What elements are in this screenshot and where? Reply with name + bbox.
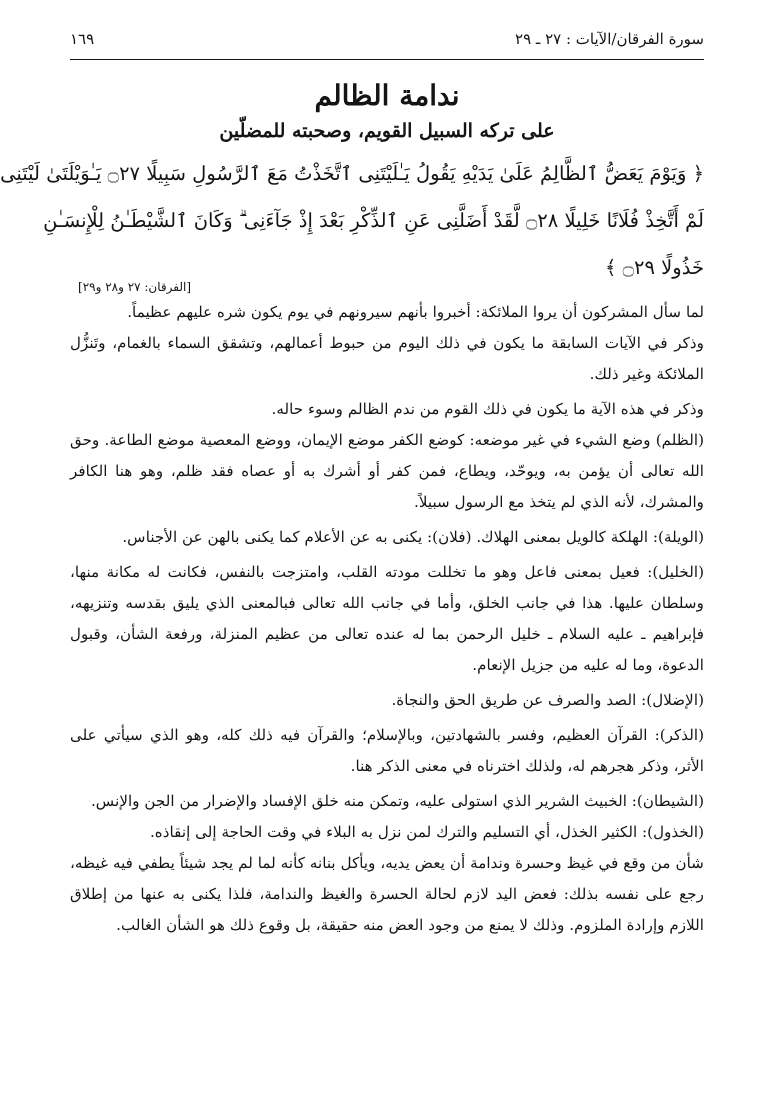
definition-paragraph: (الخليل): فعيل بمعنى فاعل وهو ما تخللت مودته القلب، وامتزجت بالنفس، فكانت له مكانة منها، وسلطان عليها. هذا في جانب الخلق، وأما في جانب الله تعالى فبالمعنى الذي يليق بقدسه وتنزيهه، فإبراهيم ـ عليه السلام ـ خليل الرحمن بما له عنده تعالى من عظيم المنزلة، ورفعة الشأن، وقبول الدعوة، وما له عليه من جزيل الإنعام.	[70, 563, 704, 675]
paragraph: وذكر في هذه الآية ما يكون في ذلك القوم من ندم الظالم وسوء حاله.	[271, 400, 704, 419]
commentary-body	[70, 297, 704, 941]
verse-line: ﴿ وَيَوْمَ يَعَضُّ ٱلظَّالِمُ عَلَىٰ يَدَيْهِ يَقُولُ يَـٰلَيْتَنِى ٱتَّخَذْتُ مَعَ ٱلرَّسُولِ سَبِيلًا ۝٢٧ يَـٰوَيْلَتَىٰ لَيْتَنِى	[0, 162, 704, 186]
verse-reference: [الفرقان: ٢٧ و٢٨ و٢٩]	[78, 280, 192, 295]
quran-verse-block	[0, 150, 704, 291]
verse-line: خَذُولًا ۝٢٩ ﴾	[604, 256, 704, 280]
section-title: ندامة الظالم	[314, 79, 460, 112]
paragraph: لما سأل المشركون أن يروا الملائكة: أخبروا بأنهم سيرونهم في يوم يكون شره عليهم عظيماً.	[127, 303, 704, 322]
definition-paragraph: (الظلم) وضع الشيء في غير موضعه: كوضع الكفر موضع الإيمان، ووضع المعصية موضع الطاعة. وحق الله تعالى أن يؤمن به، ويوحّد، ويطاع، فمن كفر أو أشرك به أو عصاه فقد ظلم، وهو هنا الكافر والمشرك، لأنه الذي لم يتخذ مع الرسول سبيلاً.	[70, 431, 704, 512]
page-number: ١٦٩	[70, 30, 95, 48]
section-subtitle: على تركه السبيل القويم، وصحبته للمضلّين	[219, 120, 555, 143]
definition-paragraph: (الذكر): القرآن العظيم، وفسر بالشهادتين، وبالإسلام؛ والقرآن فيه ذلك كله، وهو الذي سيأتي على الأثر، وذكر هجرهم له، ولذلك اخترناه في معنى الذكر هنا.	[70, 726, 704, 776]
verse-line: لَمْ أَتَّخِذْ فُلَانًا خَلِيلًا ۝٢٨ لَّقَدْ أَضَلَّنِى عَنِ ٱلذِّكْرِ بَعْدَ إِذْ جَآءَنِى ۗ وَكَانَ ٱلشَّيْطَـٰنُ لِلْإِنسَـٰنِ	[43, 209, 704, 233]
running-header-title: سورة الفرقان/الآيات : ٢٧ ـ ٢٩	[515, 30, 704, 48]
definition-paragraph: (الإضلال): الصد والصرف عن طريق الحق والنجاة.	[391, 691, 704, 710]
paragraph: شأن من وقع في غيظ وحسرة وندامة أن يعض يديه، ويأكل بنانه كأنه لما لم يجد شيئاً يطفي فيه غيظه، رجع على نفسه بذلك: فعض اليد لازم لحالة الحسرة والغيظ والندامة، فلذا يكنى به عنها من إطلاق اللازم وإرادة الملزوم. وذلك لا يمنع من وجود العض منه حقيقة، بل وقوع ذلك هو الشأن الغالب.	[70, 854, 704, 935]
definition-paragraph: (الخذول): الكثير الخذل، أي التسليم والترك لمن نزل به البلاء في وقت الحاجة إلى إنقاذه.	[149, 823, 704, 842]
running-header	[70, 30, 704, 56]
definition-paragraph: (الويلة): الهلكة كالويل بمعنى الهلاك. (فلان): يكنى به عن الأعلام كما يكنى بالهن عن الأجناس.	[122, 528, 704, 547]
paragraph: وذكر في الآيات السابقة ما يكون في ذلك اليوم من حبوط أعمالهم، وتشقق السماء بالغمام، وتَنزُّل الملائكة وغير ذلك.	[70, 334, 704, 384]
book-page	[0, 30, 704, 941]
definition-paragraph: (الشيطان): الخبيث الشرير الذي استولى عليه، وتمكن منه خلق الإفساد والإضرار من الجن والإنس.	[90, 792, 704, 811]
header-rule	[70, 59, 704, 60]
